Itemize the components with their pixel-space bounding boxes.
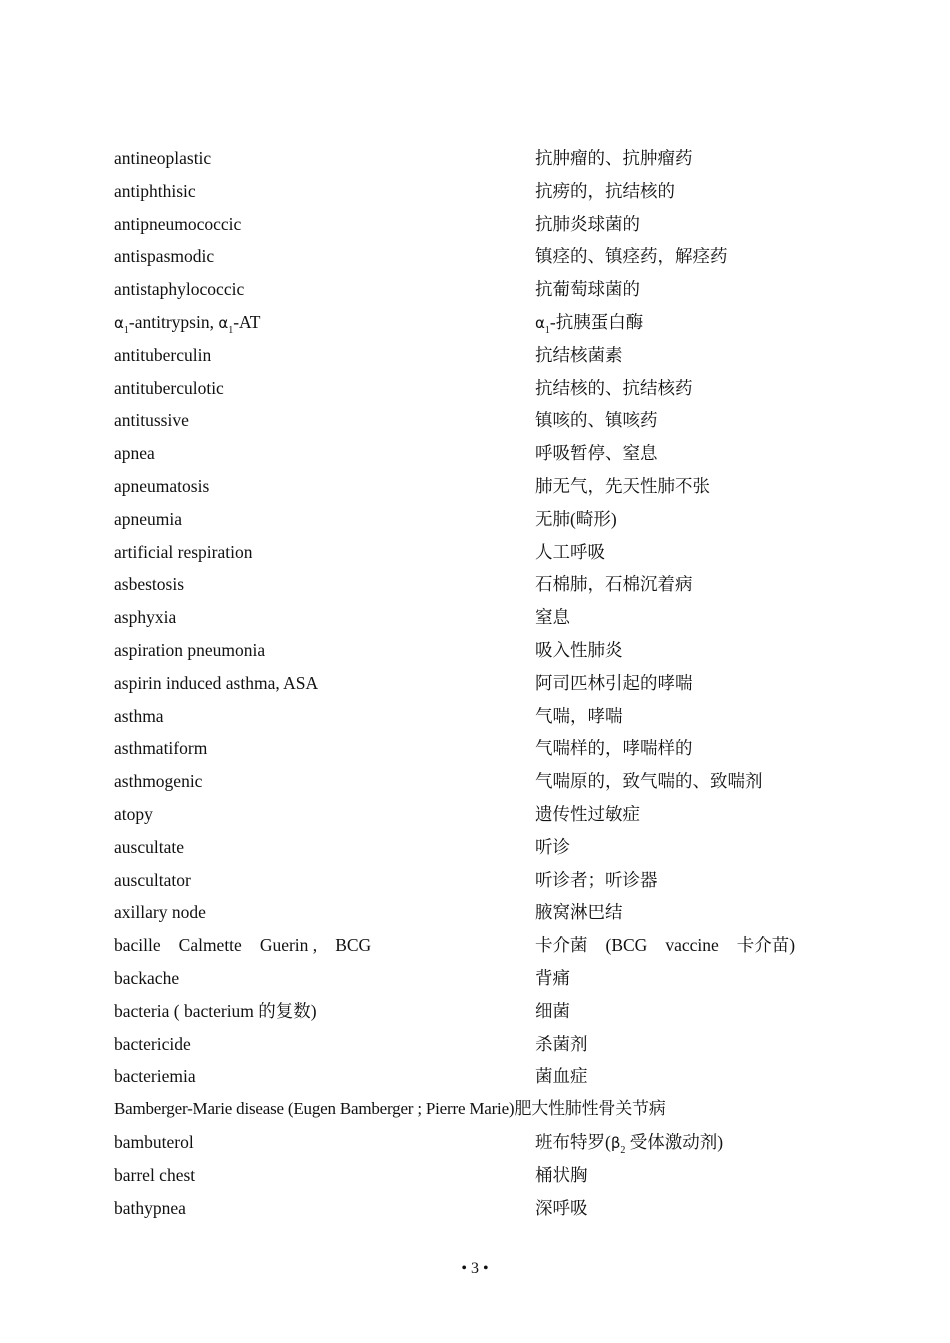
term: asthma — [114, 705, 164, 726]
definition: 听诊 — [535, 836, 570, 857]
term: antipneumococcic — [114, 213, 242, 234]
term: bacille Calmette Guerin , BCG — [114, 935, 372, 956]
term: antineoplastic — [114, 148, 212, 168]
term: aspirin induced asthma, ASA — [114, 672, 319, 693]
term: $\alpha_1$-antitrypsin, $\alpha_1-AT$ — [114, 311, 261, 336]
definition: 人工呼吸 — [535, 541, 605, 562]
list-item — [114, 306, 834, 339]
definition: 班布特罗($\beta_2$ 受体激动剂) — [535, 1131, 724, 1156]
term: asthmatiform — [114, 738, 208, 759]
term: bacteria ( bacterium 的复数) — [114, 1000, 317, 1021]
definition: 背痛 — [535, 967, 570, 988]
list-item — [114, 1060, 834, 1093]
definition: 卡介菌 (BCG vaccine 卡介苗) — [535, 935, 796, 956]
full-width-entry — [114, 1093, 666, 1126]
term: axillary node — [114, 902, 206, 923]
definition: 吸入性肺炎 — [535, 639, 623, 660]
list-item — [114, 1028, 834, 1061]
definition: 深呼吸 — [535, 1197, 588, 1218]
term: bathypnea — [114, 1197, 186, 1218]
list-item — [114, 1159, 834, 1192]
definition: 遗传性过敏症 — [535, 803, 640, 824]
definition: 抗结核的、抗结核药 — [535, 377, 693, 398]
definition: 呼吸暂停、窒息 — [535, 443, 658, 464]
term: antiphthisic — [114, 180, 196, 201]
definition: 细菌 — [535, 1000, 570, 1021]
list-item — [114, 142, 834, 175]
definition: 窒息 — [535, 607, 570, 628]
term: bacteriemia — [114, 1066, 196, 1087]
definition: 抗葡萄球菌的 — [535, 279, 640, 300]
term: bactericide — [114, 1033, 191, 1054]
definition: 桶状胸 — [535, 1164, 588, 1185]
term: Bamberger-Marie disease (Eugen Bamberger ; Pierre Marie) — [114, 1099, 515, 1119]
term: auscultator — [114, 869, 191, 890]
term: apneumia — [114, 508, 183, 529]
page-number: • 3 • — [461, 1260, 489, 1277]
list-item — [114, 864, 834, 897]
definition: $\alpha_1-$抗胰蛋白酶 — [535, 311, 644, 336]
list-item — [114, 1093, 834, 1126]
list-item — [114, 896, 834, 929]
definition: 气喘，哮喘 — [535, 705, 623, 726]
glossary-list — [114, 142, 834, 1224]
list-item — [114, 962, 834, 995]
term: aspiration pneumonia — [114, 639, 266, 660]
list-item — [114, 995, 834, 1028]
term: asthmogenic — [114, 771, 203, 792]
list-item — [114, 798, 834, 831]
definition: 抗痨的，抗结核的 — [535, 180, 675, 201]
definition: 杀菌剂 — [535, 1033, 588, 1054]
definition: 抗肺炎球菌的 — [535, 213, 640, 234]
term: antistaphylococcic — [114, 279, 245, 300]
list-item — [114, 372, 834, 405]
definition: 石棉肺，石棉沉着病 — [535, 574, 693, 595]
term: asbestosis — [114, 574, 184, 595]
definition: 镇咳的、镇咳药 — [535, 410, 658, 431]
list-item — [114, 404, 834, 437]
term: antitussive — [114, 410, 189, 431]
list-item — [114, 1192, 834, 1225]
list-item — [114, 634, 834, 667]
list-item — [114, 732, 834, 765]
term: backache — [114, 967, 180, 988]
list-item — [114, 208, 834, 241]
term: barrel chest — [114, 1164, 196, 1185]
list-item — [114, 831, 834, 864]
list-item — [114, 667, 834, 700]
term: asphyxia — [114, 607, 177, 628]
definition: 听诊者；听诊器 — [535, 869, 658, 890]
term: antituberculin — [114, 344, 212, 365]
list-item — [114, 503, 834, 536]
definition: 菌血症 — [535, 1066, 588, 1087]
term: bambuterol — [114, 1131, 194, 1152]
definition: 无肺(畸形) — [535, 508, 617, 529]
list-item — [114, 536, 834, 569]
definition: 肺无气，先天性肺不张 — [535, 475, 710, 496]
list-item — [114, 568, 834, 601]
list-item — [114, 601, 834, 634]
list-item — [114, 437, 834, 470]
list-item — [114, 240, 834, 273]
list-item — [114, 470, 834, 503]
term: auscultate — [114, 836, 184, 857]
term: antituberculotic — [114, 377, 224, 398]
list-item — [114, 765, 834, 798]
term: atopy — [114, 803, 153, 824]
definition: 镇痉的、镇痉药，解痉药 — [535, 246, 728, 267]
definition: 气喘样的，哮喘样的 — [535, 738, 693, 759]
term: antispasmodic — [114, 246, 215, 267]
list-item — [114, 700, 834, 733]
definition: 腋窝淋巴结 — [535, 902, 623, 923]
definition: 阿司匹林引起的哮喘 — [535, 672, 693, 693]
list-item — [114, 929, 834, 962]
definition: 抗结核菌素 — [535, 344, 623, 365]
list-item — [114, 175, 834, 208]
term: apneumatosis — [114, 475, 210, 496]
definition: 气喘原的，致气喘的、致喘剂 — [535, 771, 763, 792]
term: apnea — [114, 443, 155, 464]
definition: 肥大性肺性骨关节病 — [514, 1099, 666, 1119]
definition: 抗肿瘤的、抗肿瘤药 — [535, 148, 693, 168]
list-item — [114, 273, 834, 306]
list-item — [114, 1126, 834, 1159]
term: artificial respiration — [114, 541, 253, 562]
list-item — [114, 339, 834, 372]
